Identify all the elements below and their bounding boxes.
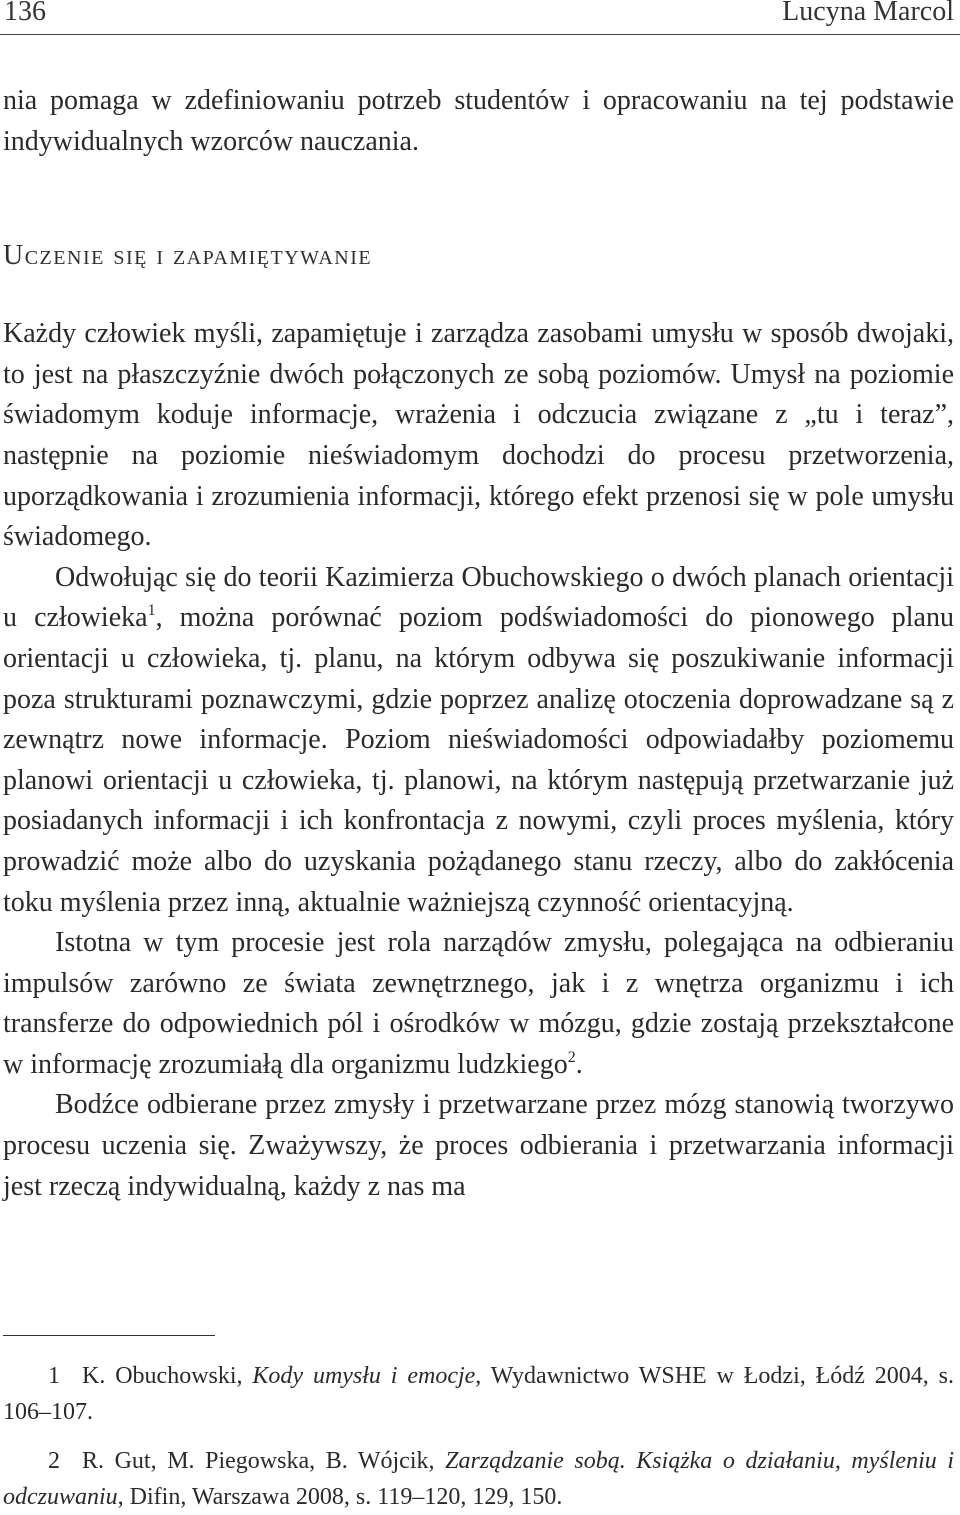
footnote-2-author: R. Gut, M. Piegowska, B. Wójcik,	[82, 1448, 446, 1474]
paragraph-3	[3, 923, 954, 1085]
body-text	[3, 81, 954, 1207]
footnote-1-author: K. Obuchowski,	[82, 1363, 253, 1389]
section-heading: Uczenie się i zapamiętywanie	[3, 240, 373, 272]
header-rule	[0, 34, 960, 35]
paragraph-2-text-b: , można porównać poziom podświadomości do pionowego planu orientacji u człowieka, tj. planu, na którym odbywa się poszukiwanie informacji poza strukturami poznawczymi, gdzie poprzez analizę otoczenia doprowadzane są z zewnątrz nowe informacje. Poziom nieświadomości odpowiadałby poziomemu planowi orientacji u człowieka, tj. planowi, na którym następują przetwarzanie już posiadanych informacji i ich konfrontacja z nowymi, czyli proces myślenia, który prowadzić może albo do uzyskania pożądanego stanu rzeczy, albo do zakłócenia toku myślenia przez inną, aktualnie ważniejszą czynność orientacyjną.	[3, 602, 954, 918]
paragraph-4: Bodźce odbierane przez zmysły i przetwarzane przez mózg stanowią tworzywo procesu uczenia się. Zważywszy, że proces odbierania i przetwarzania informacji jest rzeczą indywidualną, każdy z nas ma	[3, 1089, 954, 1202]
footnote-2-title: Zarządzanie sobą. Książka o działaniu, myśleniu i odczuwaniu	[3, 1448, 954, 1510]
footnote-2	[3, 1443, 954, 1515]
footnote-2-mark: 2	[48, 1448, 60, 1474]
footnote-ref-1: 1	[147, 602, 156, 620]
paragraph-2-text-a: Odwołując się do teorii Kazimierza Obuchowskiego o dwóch planach orientacji u człowieka	[3, 561, 954, 634]
running-header-author: Lucyna Marcol	[782, 0, 954, 27]
footnote-separator	[3, 1335, 215, 1336]
footnote-ref-2: 2	[567, 1048, 576, 1066]
paragraph-2	[3, 558, 954, 923]
paragraph-3-text-a: Istotna w tym procesie jest rola narządów zmysłu, polegająca na odbieraniu impulsów zarówno ze świata zewnętrznego, jak i z wnętrza organizmu i ich transferze do odpowiednich pól i ośrodków w mózgu, gdzie zostają przekształcone w informację zrozumiałą dla organizmu ludzkiego	[3, 927, 954, 1080]
paragraph-3-text-b: .	[575, 1048, 583, 1080]
paragraph-1: Każdy człowiek myśli, zapamiętuje i zarządza zasobami umysłu w sposób dwojaki, to jest na płaszczyźnie dwóch połączonych ze sobą poziomów. Umysł na poziomie świadomym koduje informacje, wrażenia i odczucia związane z „tu i teraz”, następnie na poziomie nieświadomym dochodzi do procesu przetworzenia, uporządkowania i zrozumienia informacji, którego efekt przenosi się w pole umysłu świadomego.	[3, 318, 954, 553]
footnote-1	[3, 1358, 954, 1430]
footnote-2-publication: , Difin, Warszawa 2008, s. 119–120, 129, 150.	[117, 1484, 563, 1510]
intro-paragraph: nia pomaga w zdefiniowaniu potrzeb studentów i opracowaniu na tej podstawie indywidualnych wzorców nauczania.	[3, 85, 954, 157]
footnote-1-publication: , Wydawnictwo WSHE w Łodzi, Łódź 2004, s. 106–107.	[3, 1363, 954, 1425]
footnote-1-title: Kody umysłu i emocje	[252, 1363, 476, 1389]
page-number: 136	[4, 0, 46, 27]
footnotes	[3, 1358, 954, 1515]
footnote-1-mark: 1	[48, 1363, 60, 1389]
